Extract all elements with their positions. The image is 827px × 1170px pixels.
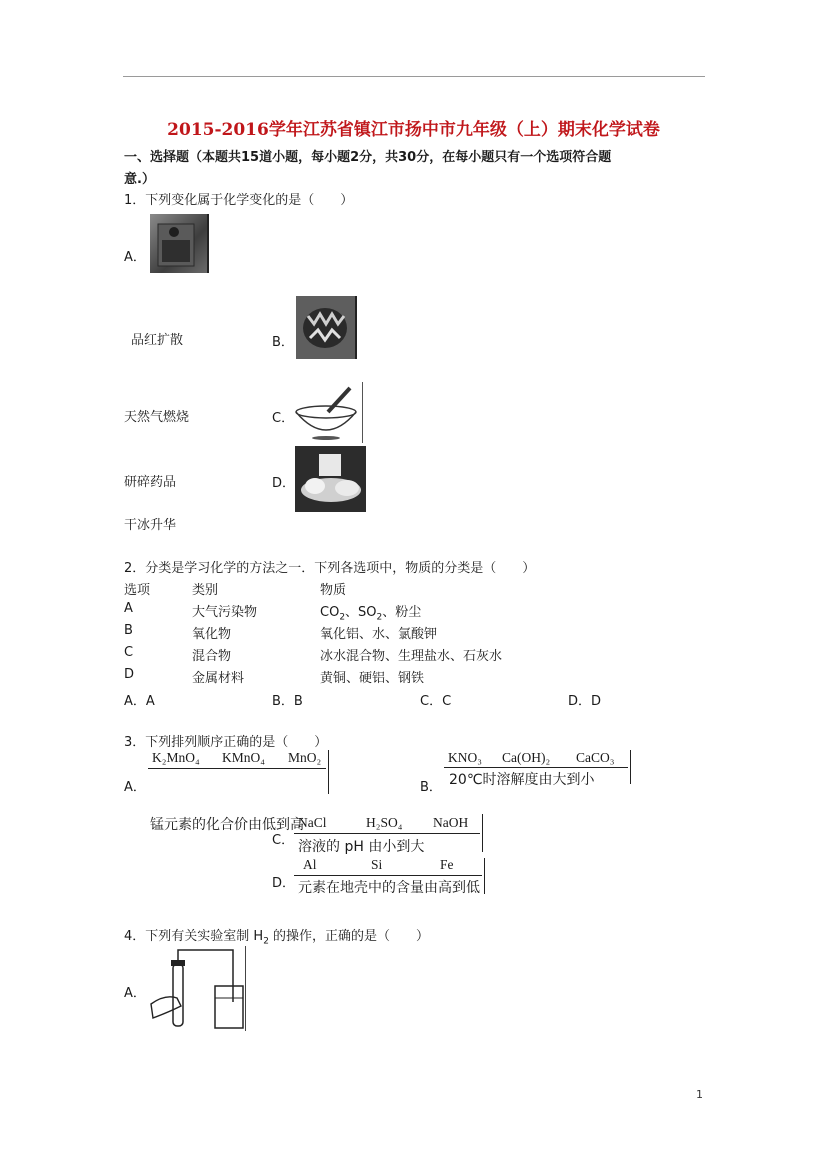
q2-row-d-category: 金属材料 <box>192 671 245 686</box>
q2-answer-b: B．B <box>272 694 303 709</box>
q2-row-b-option: B <box>124 623 133 638</box>
q3-d-caption: 元素在地壳中的含量由高到低 <box>298 880 480 896</box>
q3-option-a-label: A． <box>124 780 146 795</box>
q1-caption-b: 天然气燃烧 <box>124 410 190 425</box>
q2-row-a-option: A <box>124 601 133 616</box>
q3-b-item-3: CaCO₃ <box>576 750 615 765</box>
q1-caption-a: 品红扩散 <box>131 333 184 348</box>
q2-answer-c: C．C <box>420 694 452 709</box>
q3-option-d-label: D． <box>272 876 296 891</box>
q1-option-b-image <box>296 296 357 359</box>
q3-c-item-2: H₂SO₄ <box>366 815 403 830</box>
header-rule <box>123 76 705 77</box>
q3-d-item-1: Al <box>303 857 317 872</box>
section-heading-line1: 一、选择题（本题共15道小题，每小题2分，共30分，在每小题只有一个选项符合题 <box>124 150 612 165</box>
q3-a-item-1: K₂MnO₄ <box>152 750 200 765</box>
q3-option-b-label: B． <box>420 780 442 795</box>
q3-a-item-3: MnO₂ <box>288 750 322 765</box>
q3-option-c-label: C． <box>272 833 295 848</box>
q3-a-item-2: KMnO₄ <box>222 750 265 765</box>
q3-d-item-3: Fe <box>440 857 454 872</box>
q4-option-a-label: A． <box>124 986 146 1001</box>
q1-option-c-image <box>294 382 363 443</box>
q2-header-substance: 物质 <box>320 583 347 598</box>
q3-c-caption: 溶液的 pH 由小到大 <box>298 839 425 855</box>
q1-option-a-label: A． <box>124 250 146 265</box>
q3-a-arrow <box>148 768 326 769</box>
q2-answer-d: D．D <box>568 694 602 709</box>
q3-a-caption: 锰元素的化合价由低到高 <box>150 817 304 833</box>
q2-row-d-substance: 黄铜、硬铝、钢铁 <box>320 671 425 686</box>
q3-b-arrow <box>444 767 628 768</box>
q1-option-a-image <box>150 214 209 273</box>
section-heading-line2: 意.） <box>124 172 155 187</box>
q1-stem: 1．下列变化属于化学变化的是（ ） <box>124 193 354 208</box>
q4-option-a-image <box>147 946 246 1031</box>
q3-b-bracket <box>630 750 631 784</box>
q3-b-item-1: KNO₃ <box>448 750 482 765</box>
q2-header-category: 类别 <box>192 583 219 598</box>
q3-c-item-1: NaCl <box>298 815 327 830</box>
q1-option-b-label: B． <box>272 335 294 350</box>
q2-row-b-substance: 氧化铝、水、氯酸钾 <box>320 627 438 642</box>
q3-d-arrow <box>294 875 482 876</box>
q3-a-bracket <box>328 750 329 794</box>
q3-b-item-2: Ca(OH)₂ <box>502 750 551 765</box>
q2-stem: 2．分类是学习化学的方法之一．下列各选项中，物质的分类是（ ） <box>124 561 536 576</box>
q2-row-b-category: 氧化物 <box>192 627 232 642</box>
q2-row-c-category: 混合物 <box>192 649 232 664</box>
q3-d-bracket <box>484 858 485 894</box>
q1-caption-c: 研碎药品 <box>124 475 177 490</box>
q2-row-c-option: C <box>124 645 134 660</box>
q2-row-a-category: 大气污染物 <box>192 605 258 620</box>
q2-answer-a: A．A <box>124 694 155 709</box>
q3-d-item-2: Si <box>371 857 383 872</box>
q3-c-bracket <box>482 814 483 852</box>
q3-stem: 3．下列排列顺序正确的是（ ） <box>124 735 328 750</box>
q2-header-option: 选项 <box>124 583 151 598</box>
q3-c-item-3: NaOH <box>433 815 469 830</box>
q1-option-c-label: C． <box>272 411 295 426</box>
q2-row-c-substance: 冰水混合物、生理盐水、石灰水 <box>320 649 503 664</box>
q2-row-a-substance: $CO_2$、$SO_2$、粉尘 <box>320 605 422 623</box>
q1-option-d-image <box>295 446 366 512</box>
page-number: 1 <box>696 1088 703 1101</box>
q1-caption-d: 干冰升华 <box>124 518 177 533</box>
q3-b-caption: 20℃时溶解度由大到小 <box>449 772 595 788</box>
q2-row-d-option: D <box>124 667 135 682</box>
q4-stem: 4．下列有关实验室制 $H_2$ 的操作，正确的是（ ） <box>124 929 430 947</box>
q3-c-arrow <box>294 833 480 834</box>
q1-option-d-label: D． <box>272 476 296 491</box>
page-title: 2015-2016学年江苏省镇江市扬中市九年级（上）期末化学试卷 <box>167 120 660 140</box>
